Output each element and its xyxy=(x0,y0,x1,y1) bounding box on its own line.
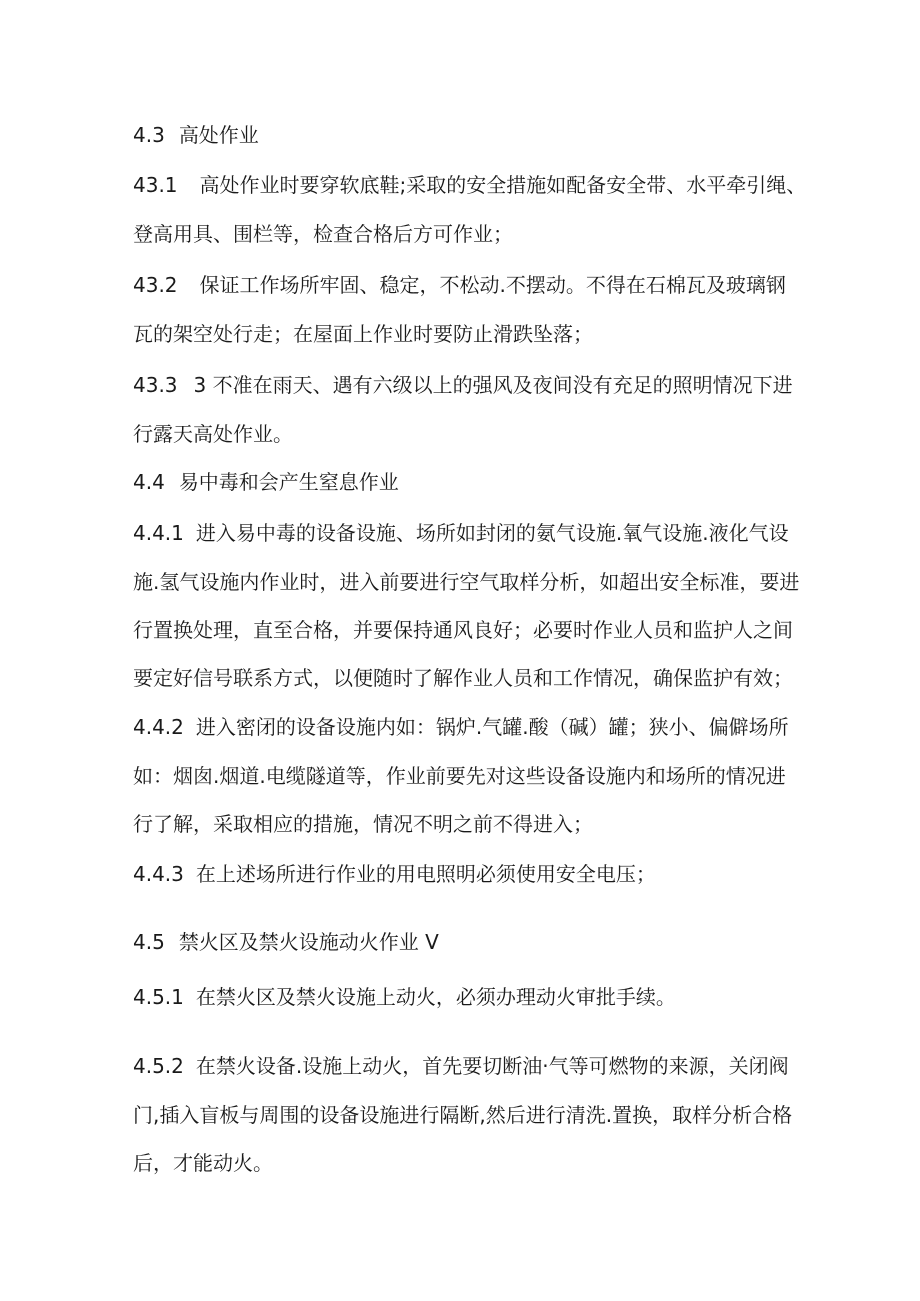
clause-text: 后，才能动火。 xyxy=(133,1151,273,1175)
section-title: 易中毒和会产生窒息作业 xyxy=(178,470,399,494)
clause-text: 保证工作场所牢固、稳定，不松动.不摆动。不得在石棉瓦及玻璃钢 xyxy=(199,273,786,297)
clause-text: 在上述场所进行作业的用电照明必须使用安全电压； xyxy=(195,862,656,886)
clause-4-5-2-line-2 xyxy=(133,1102,792,1128)
clause-text: 行置换处理，直至合格，并要保持通风良好；必要时作业人员和监护人之间 xyxy=(133,618,793,642)
clause-number: 4.4.1 xyxy=(133,521,184,545)
clause-number: 4.4.3 xyxy=(133,862,184,886)
section-number: 4.3 xyxy=(133,123,165,147)
clause-4-4-1-line-3 xyxy=(133,617,793,643)
clause-43-2-line-1 xyxy=(133,272,786,298)
clause-text: 门,插入盲板与周围的设备设施进行隔断,然后进行清洗.置换，取样分析合格 xyxy=(133,1103,793,1127)
clause-text: 3 不准在雨天、遇有六级以上的强风及夜间没有充足的照明情况下进 xyxy=(193,373,793,397)
clause-text: 登高用具、围栏等，检查合格后方可作业； xyxy=(133,222,513,246)
clause-text: 进入密闭的设备设施内如：锅炉.气罐.酸（碱）罐；狭小、偏僻场所 xyxy=(195,715,789,739)
clause-4-4-2-line-1 xyxy=(133,714,789,740)
clause-text: 行了解，采取相应的措施，情况不明之前不得进入； xyxy=(133,812,593,836)
clause-4-4-1-line-2 xyxy=(133,569,799,595)
section-number: 4.5 xyxy=(133,930,165,954)
section-title: 禁火区及禁火设施动火作业 V xyxy=(178,930,439,954)
clause-number: 43.2 xyxy=(133,273,178,297)
clause-43-2-line-2 xyxy=(133,321,593,347)
clause-text: 高处作业时要穿软底鞋;采取的安全措施如配备安全带、水平牵引绳、 xyxy=(199,173,807,197)
clause-number: 4.5.1 xyxy=(133,985,184,1009)
clause-4-5-1-line-1 xyxy=(133,984,676,1010)
clause-text: 要定好信号联系方式，以便随时了解作业人员和工作情况，确保监护有效； xyxy=(133,666,793,690)
section-heading-4-4 xyxy=(133,469,399,495)
clause-4-4-2-line-2 xyxy=(133,763,786,789)
clause-text: 施.氢气设施内作业时，进入前要进行空气取样分析，如超出安全标准，要进 xyxy=(133,570,800,594)
clause-number: 43.3 xyxy=(133,373,178,397)
clause-number: 4.5.2 xyxy=(133,1054,184,1078)
clause-4-5-2-line-1 xyxy=(133,1053,789,1079)
clause-text: 行露天高处作业。 xyxy=(133,422,293,446)
clause-text: 在禁火区及禁火设施上动火，必须办理动火审批手续。 xyxy=(195,985,676,1009)
clause-text: 进入易中毒的设备设施、场所如封闭的氨气设施.氧气设施.液化气设 xyxy=(195,521,789,545)
clause-4-5-2-line-3 xyxy=(133,1150,273,1176)
clause-4-4-3-line-1 xyxy=(133,861,656,887)
section-heading-4-5 xyxy=(133,929,439,955)
clause-text: 在禁火设备.设施上动火，首先要切断油·气等可燃物的来源，关闭阀 xyxy=(195,1054,789,1078)
clause-4-4-2-line-3 xyxy=(133,811,593,837)
section-title: 高处作业 xyxy=(178,123,259,147)
clause-43-1-line-1 xyxy=(133,172,806,198)
clause-text: 如：烟囱.烟道.电缆隧道等，作业前要先对这些设备设施内和场所的情况进 xyxy=(133,764,786,788)
clause-4-4-1-line-4 xyxy=(133,665,793,691)
clause-number: 43.1 xyxy=(133,173,178,197)
section-number: 4.4 xyxy=(133,470,165,494)
clause-text: 瓦的架空处行走；在屋面上作业时要防止滑跌坠落； xyxy=(133,322,593,346)
clause-43-3-line-2 xyxy=(133,421,293,447)
clause-43-1-line-2 xyxy=(133,221,513,247)
clause-4-4-1-line-1 xyxy=(133,520,789,546)
clause-43-3-line-1 xyxy=(133,372,793,398)
clause-number: 4.4.2 xyxy=(133,715,184,739)
section-heading-4-3 xyxy=(133,122,259,148)
